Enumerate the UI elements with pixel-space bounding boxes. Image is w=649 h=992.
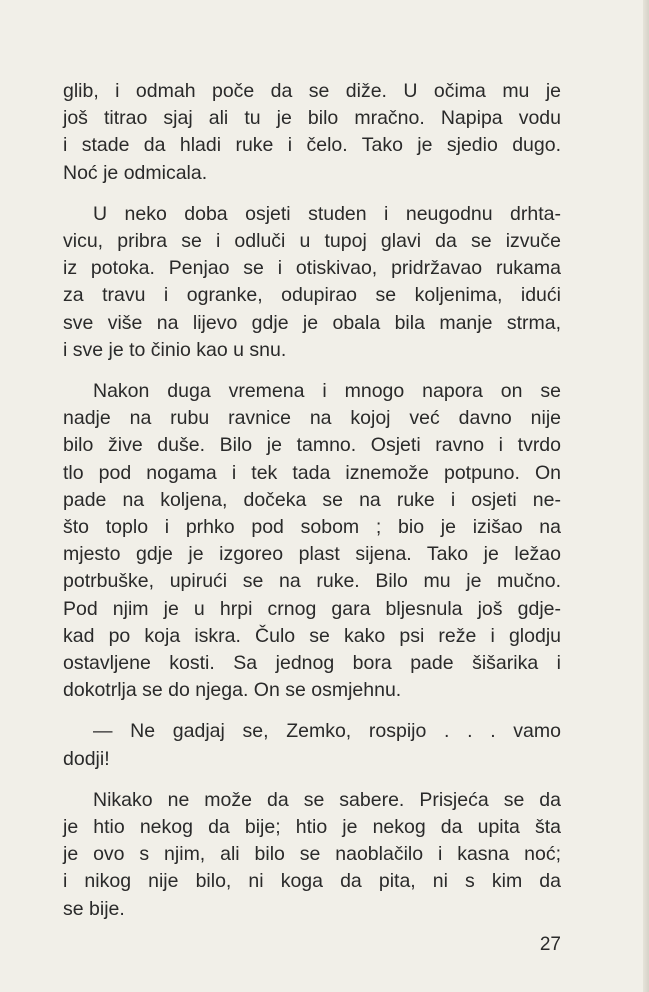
- paragraph-5: [63, 787, 561, 923]
- text-line: Nakon duga vremena i mnogo napora on se: [93, 380, 561, 403]
- text-line: mjesto gdje je izgoreo plast sijena. Tako je ležao: [63, 543, 561, 566]
- paragraph-4: [63, 718, 561, 772]
- text-line: Pod njim je u hrpi crnog gara bljesnula još gdje-: [63, 597, 561, 620]
- text-line: — Ne gadjaj se, Zemko, rospijo . . . vamo: [93, 720, 561, 743]
- text-line: je ovo s njim, ali bilo se naoblačilo i kasna noć;: [63, 843, 561, 866]
- text-line: vicu, pribra se i odluči u tupoj glavi da se izvuče: [63, 230, 561, 253]
- paragraph-2: [63, 201, 561, 364]
- text-line: potrbuške, upirući se na ruke. Bilo mu je mučno.: [63, 570, 561, 593]
- text-line: glib, i odmah poče da se diže. U očima mu je: [63, 80, 561, 102]
- text-line: sve više na lijevo gdje je obala bila manje strma,: [63, 311, 561, 334]
- text-line: iz potoka. Penjao se i otiskivao, pridržavao rukama: [63, 257, 561, 280]
- text-line: i nikog nije bilo, ni koga da pita, ni s kim da: [63, 870, 561, 893]
- paragraph-1: [63, 78, 561, 187]
- text-line: kad po koja iskra. Čulo se kako psi reže i glodju: [63, 624, 561, 647]
- paragraph-3: [63, 378, 561, 704]
- text-line: dokotrlja se do njega. On se osmjehnu.: [63, 679, 402, 702]
- text-line: i sve je to činio kao u snu.: [63, 338, 287, 361]
- text-line: ostavljene kosti. Sa jednog bora pade šišarika i: [63, 652, 561, 675]
- page-number: 27: [539, 934, 561, 955]
- text-line: nadje na rubu ravnice na kojoj već davno nije: [63, 407, 561, 430]
- text-line: Nikako ne može da se sabere. Prisjeća se da: [93, 788, 561, 811]
- text-line: je htio nekog da bije; htio je nekog da upita šta: [63, 816, 561, 839]
- text-line: bilo žive duše. Bilo je tamno. Osjeti ravno i tvrdo: [63, 434, 561, 457]
- text-line: U neko doba osjeti studen i neugodnu drhta-: [93, 202, 561, 225]
- text-line: za travu i ogranke, odupirao se koljenima, idući: [63, 284, 561, 307]
- page-edge: [643, 0, 649, 992]
- text-block: [63, 78, 561, 923]
- text-line: tlo pod nogama i tek tada iznemože potpuno. On: [63, 461, 561, 484]
- text-line: pade na koljena, dočeka se na ruke i osjeti ne-: [63, 488, 561, 511]
- text-line: Noć je odmicala.: [63, 161, 208, 184]
- text-line: što toplo i prhko pod sobom ; bio je izišao na: [63, 516, 561, 539]
- text-line: dodji!: [63, 747, 110, 770]
- text-line: se bije.: [63, 897, 125, 920]
- text-line: još titrao sjaj ali tu je bilo mračno. Napipa vodu: [63, 107, 561, 130]
- text-line: i stade da hladi ruke i čelo. Tako je sjedio dugo.: [63, 134, 561, 157]
